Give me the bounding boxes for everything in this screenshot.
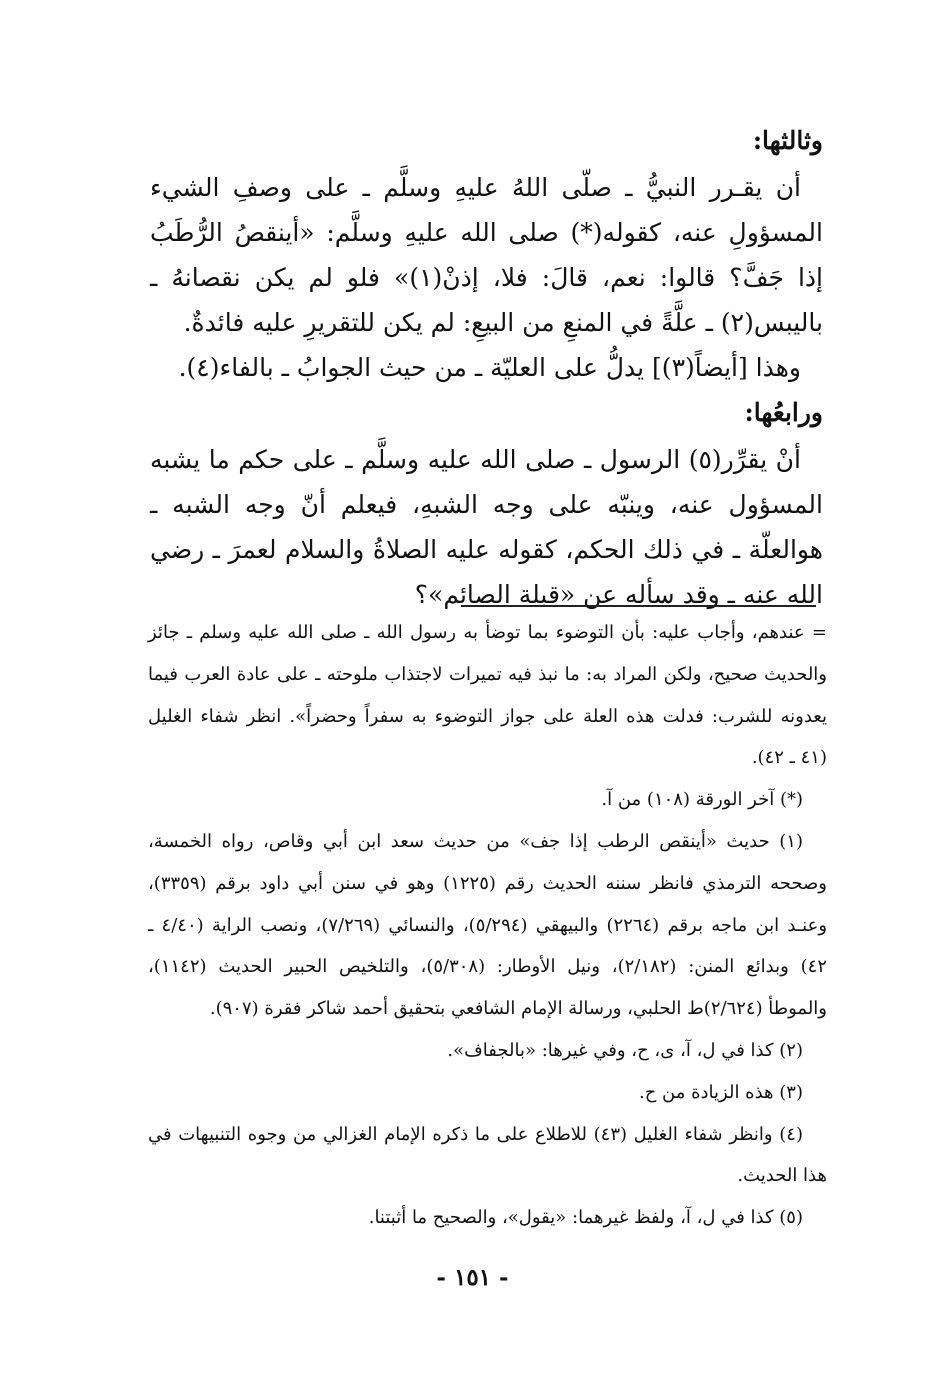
footnote-2: (٢) كذا في ل، آ، ى، ح، وفي غيرها: «بالجفاف».	[447, 1039, 803, 1061]
page-number: - ١٥١ -	[436, 1264, 509, 1291]
footnote-5: (٥) كذا في ل، آ، ولفظ غيرهما: «يقول»، والصحيح ما أثبتنا.	[368, 1207, 803, 1229]
heading-fourth: ورابعُها:	[744, 398, 823, 427]
footnotes	[148, 612, 827, 1239]
footnote-3: (٣) هذه الزيادة من ح.	[638, 1081, 803, 1103]
footnote-star: (*) آخر الورقة (١٠٨) من آ.	[601, 789, 803, 811]
footnote-4: (٤) وانظر شفاء الغليل (٤٣) للاطلاع على ما ذكره الإمام الغزالي من وجوه التنبيهات في هذا الحديث.	[148, 1123, 827, 1187]
heading-third: وثالثها:	[752, 126, 823, 155]
paragraph-fourth: أنْ يقرِّر(٥) الرسول ـ صلى الله عليه وسلَّم ـ على حكم ما يشبه المسؤول عنه، وينبّه على وجه الشبهِ، فيعلم أنّ وجه الشبه ـ هوالعلّة ـ في ذلك الحكم، كقوله عليه الصلاةُ والسلام لعمرَ ـ رضي الله عنه ـ وقد سأله عن «قبلة الصائم»؟	[150, 445, 823, 609]
paragraph-third: أن يقـرر النبيُّ ـ صلّى اللهُ عليهِ وسلَّم ـ على وصفِ الشيء المسؤولِ عنه، كقوله(*) صلى الله عليهِ وسلَّم: «أينقصُ الرُّطَبُ إذا جَفَّ؟ قالوا: نعم، قالَ: فلا، إذنْ(١)» فلو لم يكن نقصانهُ ـ باليبس(٢) ـ علَّةً في المنعِ من البيعِ: لم يكن للتقريرِ عليه فائدةٌ.	[150, 173, 823, 337]
paragraph-also: وهذا [أيضاً(٣)] يدلُّ على العليّة ـ من حيث الجوابُ ـ بالفاء(٤).	[178, 353, 801, 382]
main-text	[150, 118, 823, 617]
footnote-continuation: = عندهم، وأجاب عليه: بأن التوضوء بما توضأ به رسول الله ـ صلى الله عليه وسلم ـ جائز والحديث صحيح، ولكن المراد به: ما نبذ فيه تميرات لاجتذاب ملوحته ـ على عادة العرب فيما يعدونه للشرب: فدلت هذه العلة على جواز التوضوء به سفراً وحضراً». انظر شفاء الغليل (٤١ ـ ٤٢).	[148, 622, 827, 769]
footnote-separator	[461, 605, 816, 607]
footnote-1: (١) حديث «أينقص الرطب إذا جف» من حديث سعد ابن أبي وقاص، رواه الخمسة، وصححه الترمذي فانظر سننه الحديث رقم (١٢٢٥) وهو في سنن أبي داود برقم (٣٣٥٩)، وعنـد ابن ماجه برقم (٢٢٦٤) والبيهقي (٥/٢٩٤)، والنسائي (٧/٢٦٩)، ونصب الراية (٤/٤٠ ـ ٤٢) وبدائع المنن: (٢/١٨٢)، ونيل الأوطار: (٥/٣٠٨)، والتلخيص الحبير الحديث (١١٤٢)، والموطأ (٢/٦٢٤)ط الحلبي، ورسالة الإمام الشافعي بتحقيق أحمد شاكر فقرة (٩٠٧).	[148, 830, 828, 1020]
